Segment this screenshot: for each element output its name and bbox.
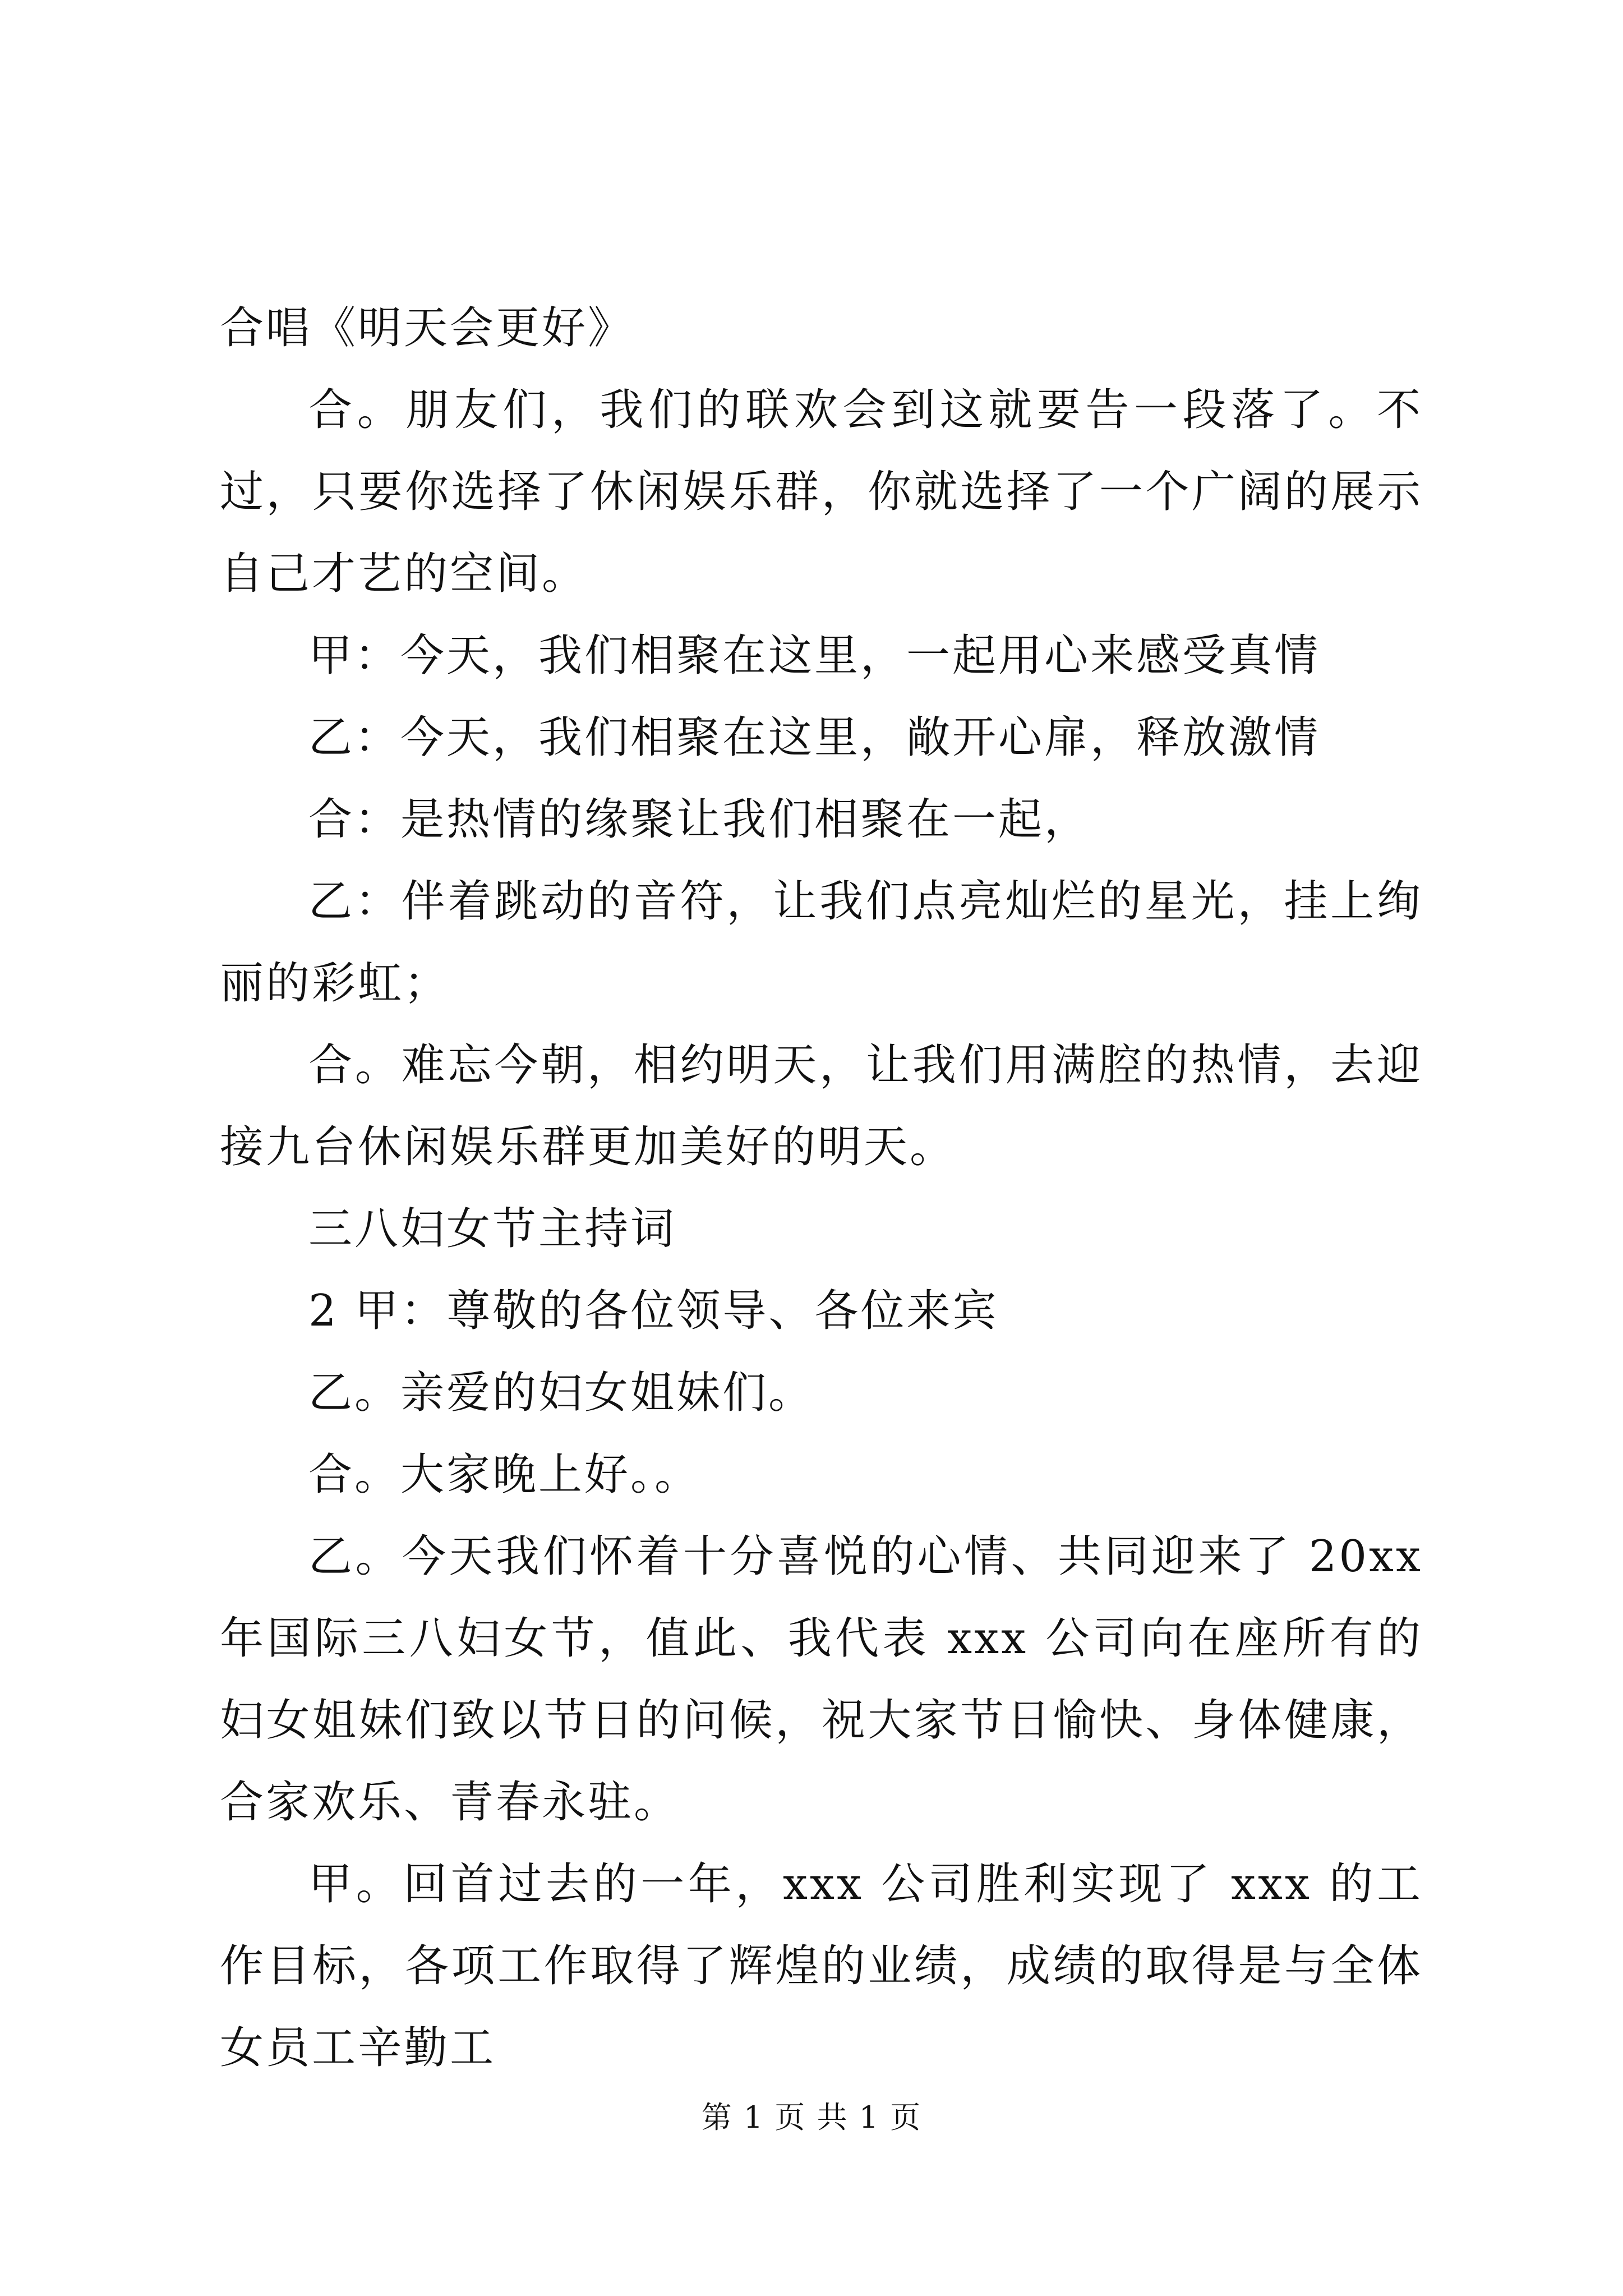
paragraph-11: 合。大家晚上好。。 — [308, 1450, 701, 1500]
paragraph-4: 乙：今天，我们相聚在这里，敞开心扉，释放激情 — [308, 712, 1321, 763]
paragraph-5: 合：是热情的缘聚让我们相聚在一起， — [308, 794, 1091, 845]
paragraph-7: 合。难忘今朝，相约明天，让我们用满腔的热情，去迎接九台休闲娱乐群更加美好的明天。 — [220, 1040, 1423, 1172]
paragraph-8: 三八妇女节主持词 — [308, 1204, 677, 1254]
paragraph-3: 甲：今天，我们相聚在这里，一起用心来感受真情 — [308, 631, 1321, 681]
paragraph-2: 合。朋友们，我们的联欢会到这就要告一段落了。不过，只要你选择了休闲娱乐群，你就选择了一个广阔的展示自己才艺的空间。 — [220, 385, 1423, 599]
paragraph-9: 2 甲：尊敬的各位领导、各位来宾 — [308, 1286, 999, 1336]
paragraph-13: 甲。回首过去的一年，xxx 公司胜利实现了 xxx 的工作目标，各项工作取得了辉煌的业绩，成绩的取得是与全体女员工辛勤工 — [220, 1859, 1423, 2073]
document-body — [220, 287, 1423, 2089]
page-footer: 第 1 页 共 1 页 — [701, 2100, 922, 2135]
paragraph-1: 合唱《明天会更好》 — [220, 303, 634, 353]
paragraph-12: 乙。今天我们怀着十分喜悦的心情、共同迎来了 20xx 年国际三八妇女节，值此、我代表 xxx 公司向在座所有的妇女姐妹们致以节日的问候，祝大家节日愉快、身体健康，合家欢乐、青春永驻。 — [220, 1531, 1423, 1828]
paragraph-6: 乙：伴着跳动的音符，让我们点亮灿烂的星光，挂上绚丽的彩虹； — [220, 876, 1423, 1009]
paragraph-10: 乙。亲爱的妇女姐妹们。 — [308, 1368, 815, 1418]
